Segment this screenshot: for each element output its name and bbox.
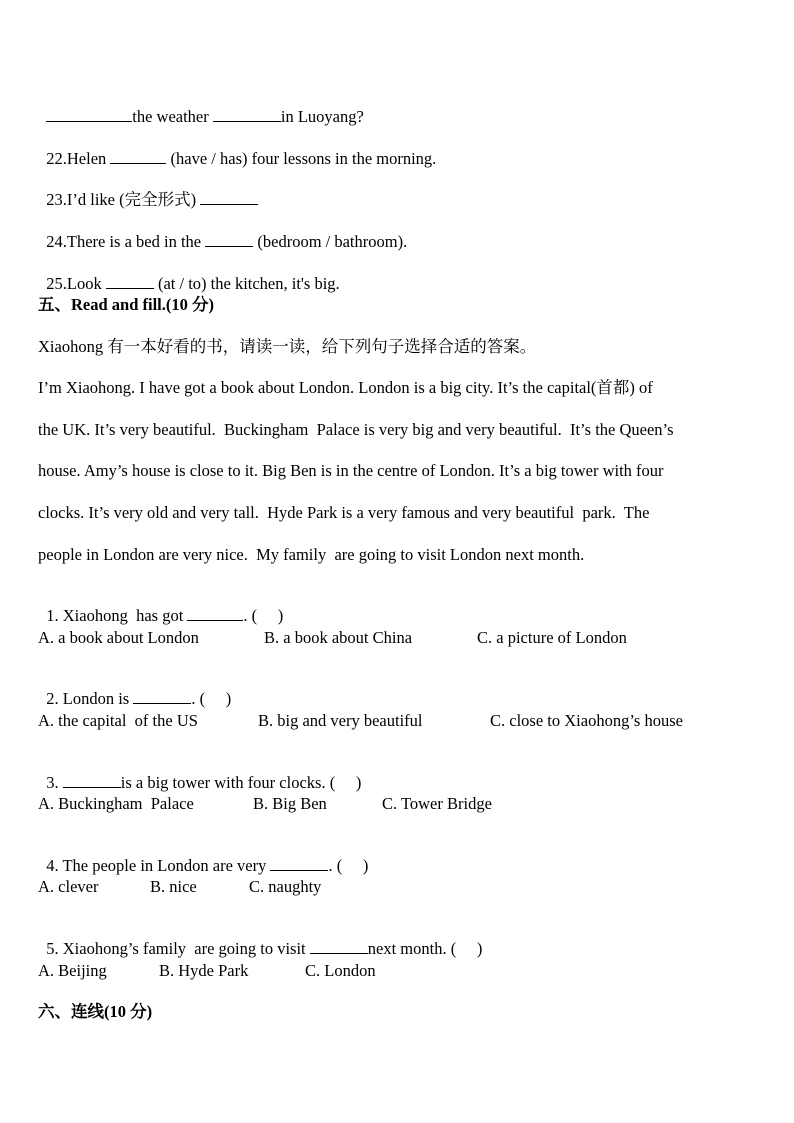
question-23-prefix: 23.I’d like (完全形式) bbox=[46, 190, 201, 209]
answer-blank[interactable] bbox=[187, 606, 243, 621]
question-stem-end: next month. ( ) bbox=[367, 939, 483, 958]
option-a[interactable]: A. the capital of the US bbox=[38, 711, 198, 730]
question-24-prefix: 24.There is a bed in the bbox=[46, 232, 206, 251]
option-a[interactable]: A. Buckingham Palace bbox=[38, 794, 194, 813]
question-stem: 3. bbox=[46, 773, 63, 792]
question-stem-end: . ( ) bbox=[191, 689, 232, 708]
question-stem: 1. Xiaohong has got bbox=[46, 606, 188, 625]
question-22-prefix: 22.Helen bbox=[46, 149, 111, 168]
option-c[interactable]: C. naughty bbox=[249, 877, 322, 896]
question-stem: 5. Xiaohong’s family are going to visit bbox=[46, 939, 310, 958]
reading-question-5 bbox=[38, 919, 482, 959]
reading-question-1 bbox=[38, 586, 283, 626]
question-22-suffix: (have / has) four lessons in the morning. bbox=[166, 149, 437, 168]
passage-line: clocks. It’s very old and very tall. Hyde Park is a very famous and very beautiful park. The bbox=[38, 503, 650, 522]
option-a[interactable]: A. Beijing bbox=[38, 961, 107, 980]
answer-blank[interactable] bbox=[310, 939, 368, 954]
option-c[interactable]: C. Tower Bridge bbox=[382, 794, 492, 813]
question-stem: 2. London is bbox=[46, 689, 134, 708]
answer-blank[interactable] bbox=[213, 107, 281, 122]
answer-blank[interactable] bbox=[63, 773, 121, 788]
option-b[interactable]: B. big and very beautiful bbox=[258, 711, 423, 730]
question-stem-end: . ( ) bbox=[243, 606, 284, 625]
answer-blank[interactable] bbox=[106, 274, 154, 289]
option-a[interactable]: A. a book about London bbox=[38, 628, 199, 647]
passage-line: house. Amy’s house is close to it. Big Ben is in the centre of London. It’s a big tower with four bbox=[38, 461, 664, 480]
section-6-heading: 六、连线(10 分) bbox=[38, 1002, 153, 1021]
section-5-heading: 五、Read and fill.(10 分) bbox=[38, 295, 215, 314]
answer-blank[interactable] bbox=[133, 689, 191, 704]
answer-blank[interactable] bbox=[270, 856, 328, 871]
option-c[interactable]: C. a picture of London bbox=[477, 628, 627, 647]
option-c[interactable]: C. London bbox=[305, 961, 376, 980]
option-a[interactable]: A. clever bbox=[38, 877, 99, 896]
question-22 bbox=[38, 129, 436, 169]
question-21-part1: the weather bbox=[132, 107, 213, 126]
question-stem: 4. The people in London are very bbox=[46, 856, 271, 875]
option-b[interactable]: B. nice bbox=[150, 877, 197, 896]
question-23 bbox=[38, 170, 258, 210]
option-b[interactable]: B. Big Ben bbox=[253, 794, 327, 813]
question-21-part2: in Luoyang? bbox=[280, 107, 364, 126]
option-b[interactable]: B. Hyde Park bbox=[159, 961, 249, 980]
answer-blank[interactable] bbox=[200, 190, 258, 205]
passage-line: the UK. It’s very beautiful. Buckingham Palace is very big and very beautiful. It’s the Queen’s bbox=[38, 420, 674, 439]
question-stem-end: is a big tower with four clocks. ( ) bbox=[120, 773, 362, 792]
passage-line: I’m Xiaohong. I have got a book about London. London is a big city. It’s the capital(首都) of bbox=[38, 378, 653, 397]
question-stem-end: . ( ) bbox=[328, 856, 369, 875]
answer-blank[interactable] bbox=[46, 107, 132, 122]
reading-question-3 bbox=[38, 753, 361, 793]
reading-question-4 bbox=[38, 836, 368, 876]
question-24-suffix: (bedroom / bathroom). bbox=[253, 232, 408, 251]
question-21 bbox=[38, 87, 364, 127]
question-25-prefix: 25.Look bbox=[46, 274, 106, 293]
answer-blank[interactable] bbox=[110, 149, 166, 164]
question-25-suffix: (at / to) the kitchen, it's big. bbox=[153, 274, 340, 293]
option-c[interactable]: C. close to Xiaohong’s house bbox=[490, 711, 683, 730]
section-5-instruction: Xiaohong 有一本好看的书，请读一读，给下列句子选择合适的答案。 bbox=[38, 337, 537, 356]
answer-blank[interactable] bbox=[205, 232, 253, 247]
passage-line: people in London are very nice. My family are going to visit London next month. bbox=[38, 545, 585, 564]
option-b[interactable]: B. a book about China bbox=[264, 628, 413, 647]
question-25 bbox=[38, 254, 340, 294]
reading-question-2 bbox=[38, 669, 231, 709]
question-24 bbox=[38, 212, 407, 252]
